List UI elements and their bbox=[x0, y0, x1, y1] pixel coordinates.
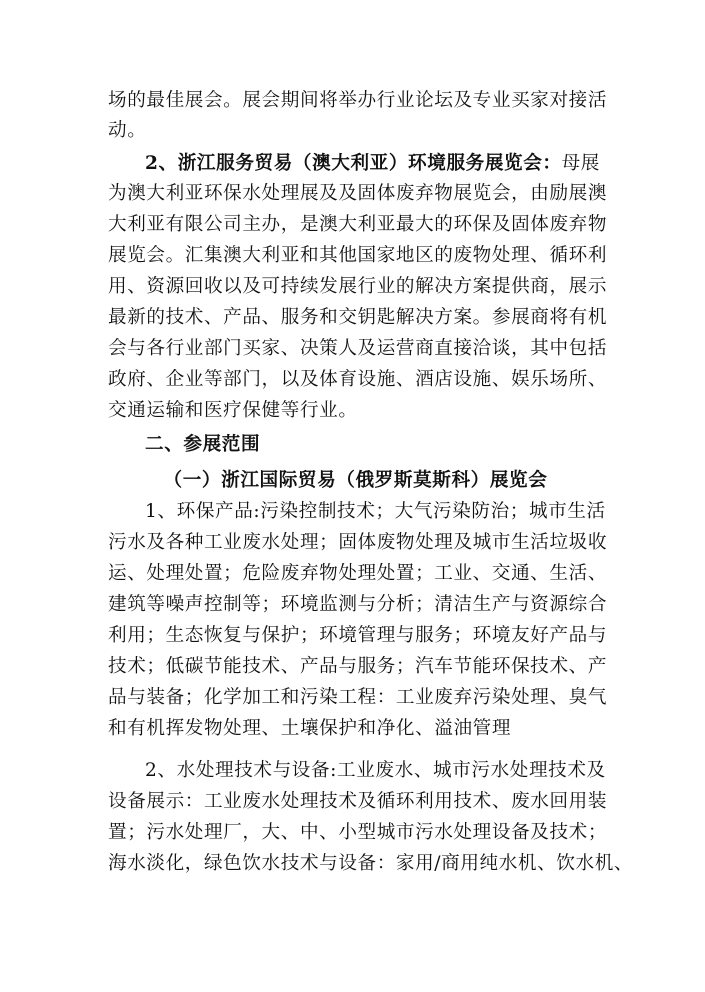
text-line: 会与各行业部门买家、决策人及运营商直接洽谈，其中包括 bbox=[108, 338, 608, 359]
text-line: 建筑等噪声控制等；环境监测与分析；清洁生产与资源综合 bbox=[108, 594, 608, 615]
text-line: 交通运输和医疗保健等行业。 bbox=[108, 400, 358, 421]
item2-first-line bbox=[145, 151, 640, 177]
text-line: 品与装备；化学加工和污染工程：工业废弃污染处理、臭气 bbox=[108, 687, 608, 708]
text-line: 和有机挥发物处理、土壤保护和净化、溢油管理 bbox=[108, 718, 512, 739]
paragraph-first-line: 2、水处理技术与设备:工业废水、城市污水处理技术及 bbox=[145, 760, 606, 781]
text-line: 利用；生态恢复与保护；环境管理与服务；环境友好产品与 bbox=[108, 625, 608, 646]
text-line: 为澳大利亚环保水处理展及及固体废弃物展览会，由励展澳 bbox=[108, 183, 608, 204]
text-line: 场的最佳展会。展会期间将举办行业论坛及专业买家对接活 bbox=[108, 90, 608, 111]
text-line: 展览会。汇集澳大利亚和其他国家地区的废物处理、循环利 bbox=[108, 245, 608, 266]
text-line: 海水淡化，绿色饮水技术与设备：家用/商用纯水机、饮水机、 bbox=[108, 853, 634, 874]
item2-first-line-rest: 母展 bbox=[561, 153, 600, 174]
text-line: 运、处理处置；危险废弃物处理处置；工业、交通、生活、 bbox=[108, 563, 608, 584]
paragraph-first-line: 1、环保产品:污染控制技术；大气污染防治；城市生活 bbox=[145, 501, 606, 522]
section-heading: 二、参展范围 bbox=[145, 434, 261, 455]
text-line: 设备展示：工业废水处理技术及循环利用技术、废水回用装 bbox=[108, 791, 608, 812]
text-line: 政府、企业等部门，以及体育设施、酒店设施、娱乐场所、 bbox=[108, 369, 608, 390]
text-line: 最新的技术、产品、服务和交钥匙解决方案。参展商将有机 bbox=[108, 307, 608, 328]
text-line: 技术；低碳节能技术、产品与服务；汽车节能环保技术、产 bbox=[108, 656, 608, 677]
text-line: 用、资源回收以及可持续发展行业的解决方案提供商，展示 bbox=[108, 276, 608, 297]
subsection-heading: （一）浙江国际贸易（俄罗斯莫斯科）展览会 bbox=[163, 470, 548, 491]
item2-heading: 2、浙江服务贸易（澳大利亚）环境服务展览会： bbox=[145, 153, 562, 174]
text-line: 动。 bbox=[108, 120, 147, 141]
text-line: 大利亚有限公司主办，是澳大利亚最大的环保及固体废弃物 bbox=[108, 214, 608, 235]
text-line: 污水及各种工业废水处理；固体废物处理及城市生活垃圾收 bbox=[108, 532, 608, 553]
text-line: 置；污水处理厂，大、中、小型城市污水处理设备及技术； bbox=[108, 822, 608, 843]
